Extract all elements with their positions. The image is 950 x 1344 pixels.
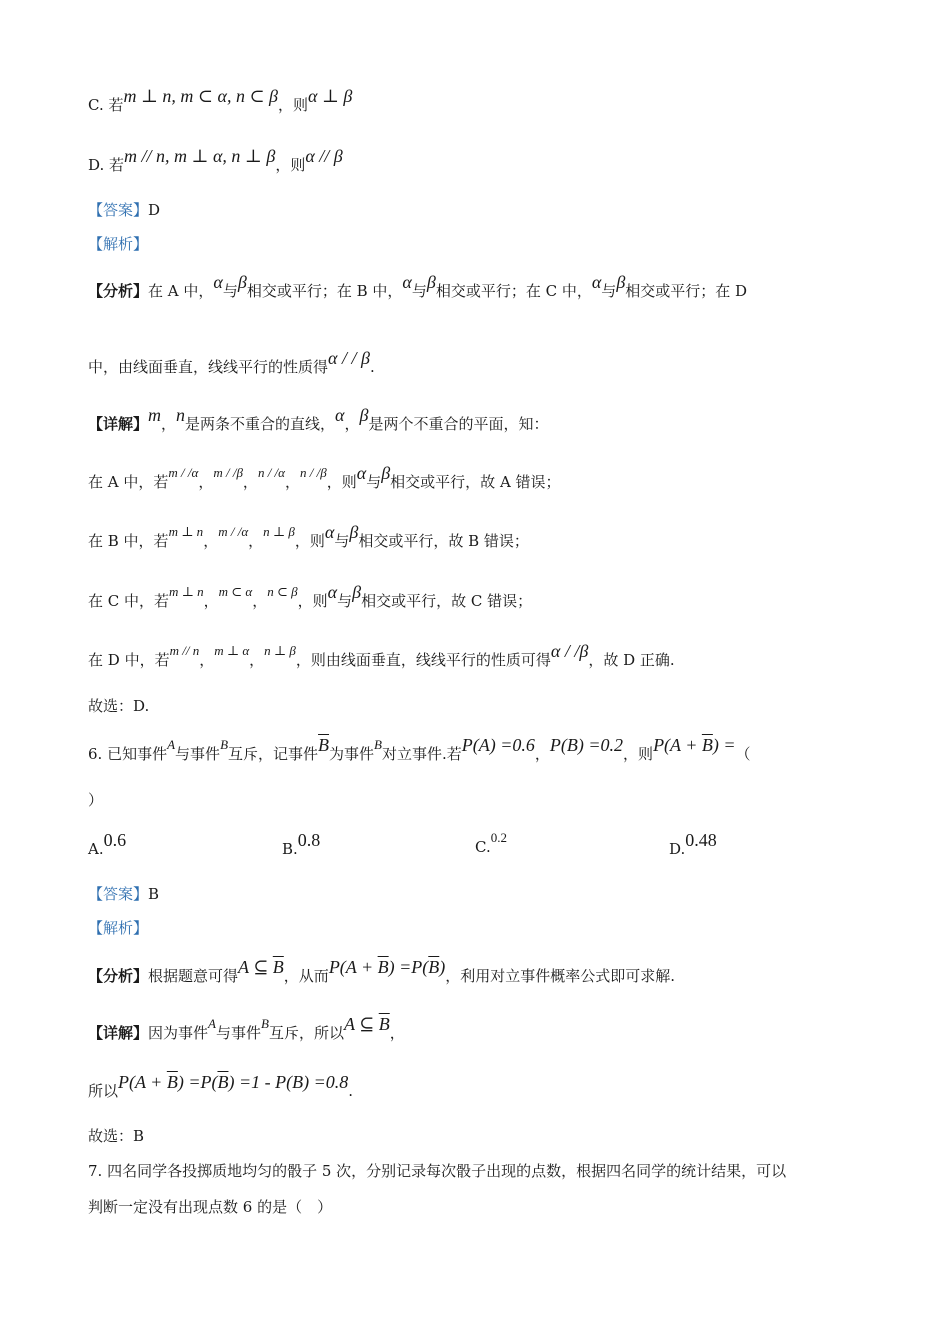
q5-answer: 【答案】D [88, 201, 161, 219]
q6-analysis-heading: 【解析】 [88, 919, 149, 937]
q5-case-b: 在 B 中，若m ⊥ n，m / /α，n ⊥ β，则α与β相交或平行，故 B 错误； [88, 522, 529, 550]
q6-xiangjie: 【详解】因为事件A与事件B互斥，所以A ⊆ $\overline{B}$， [88, 1014, 405, 1042]
q6-option-c: C.0.2 [475, 830, 507, 856]
q5-option-c: C. 若m ⊥ n, m ⊂ α, n ⊂ β，则α ⊥ β [88, 86, 353, 114]
q6-option-b: B.0.8 [282, 830, 321, 858]
q6-option-a: A.0.6 [88, 830, 127, 858]
q5-case-a: 在 A 中，若m / /α，m / /β，n / /α，n / /β，则α与β相交或平行，故 A 错误； [88, 463, 561, 491]
q6-answer: 【答案】B [88, 885, 160, 903]
q5-fenxi-line2: 中，由线面垂直，线线平行的性质得α / / β. [88, 348, 375, 376]
q6-stem: 6. 已知事件A与事件B互斥，记事件$\overline{B}$为事件B对立事件.若P(A) =0.6，P(B) =0.2，则$P(A + \overline{B})$ =（ [88, 735, 751, 763]
q6-suoyi: 所以$P(A + \overline{B}) =P(\overline{B}) =1 - P(B) =0.8$. [88, 1072, 354, 1100]
q6-choose: 故选：B [88, 1127, 145, 1145]
q7-stem-line1: 7. 四名同学各投掷质地均匀的骰子 5 次，分别记录每次骰子出现的点数，根据四名同学的统计结果，可以 [88, 1162, 787, 1180]
q5-analysis-heading: 【解析】 [88, 235, 149, 253]
q6-stem-paren-close: ） [88, 791, 104, 809]
q5-xiangjie-intro: 【详解】m，n是两条不重合的直线，α，β是两个不重合的平面，知： [88, 405, 549, 433]
q5-fenxi-line1: 【分析】在 A 中，α与β相交或平行；在 B 中，α与β相交或平行；在 C 中，α与β相交或平行；在 D [88, 272, 748, 300]
q5-choose: 故选：D. [88, 697, 150, 715]
q5-option-d: D. 若m // n, m ⊥ α, n ⊥ β，则α // β [88, 146, 343, 174]
q6-fenxi: 【分析】根据题意可得A ⊆ $\overline{B}$，从而$P(A + \overline{B}) =P(\overline{B})$，利用对立事件概率公式即可求解. [88, 957, 676, 985]
q7-stem-line2: 判断一定没有出现点数 6 的是（ ） [88, 1198, 333, 1216]
q5-case-d: 在 D 中，若m // n，m ⊥ α，n ⊥ β，则由线面垂直，线线平行的性质可得α / /β，故 D 正确. [88, 641, 675, 669]
q5-case-c: 在 C 中，若m ⊥ n，m ⊂ α，n ⊂ β，则α与β相交或平行，故 C 错误； [88, 582, 533, 610]
q6-option-d: D.0.48 [669, 830, 717, 858]
